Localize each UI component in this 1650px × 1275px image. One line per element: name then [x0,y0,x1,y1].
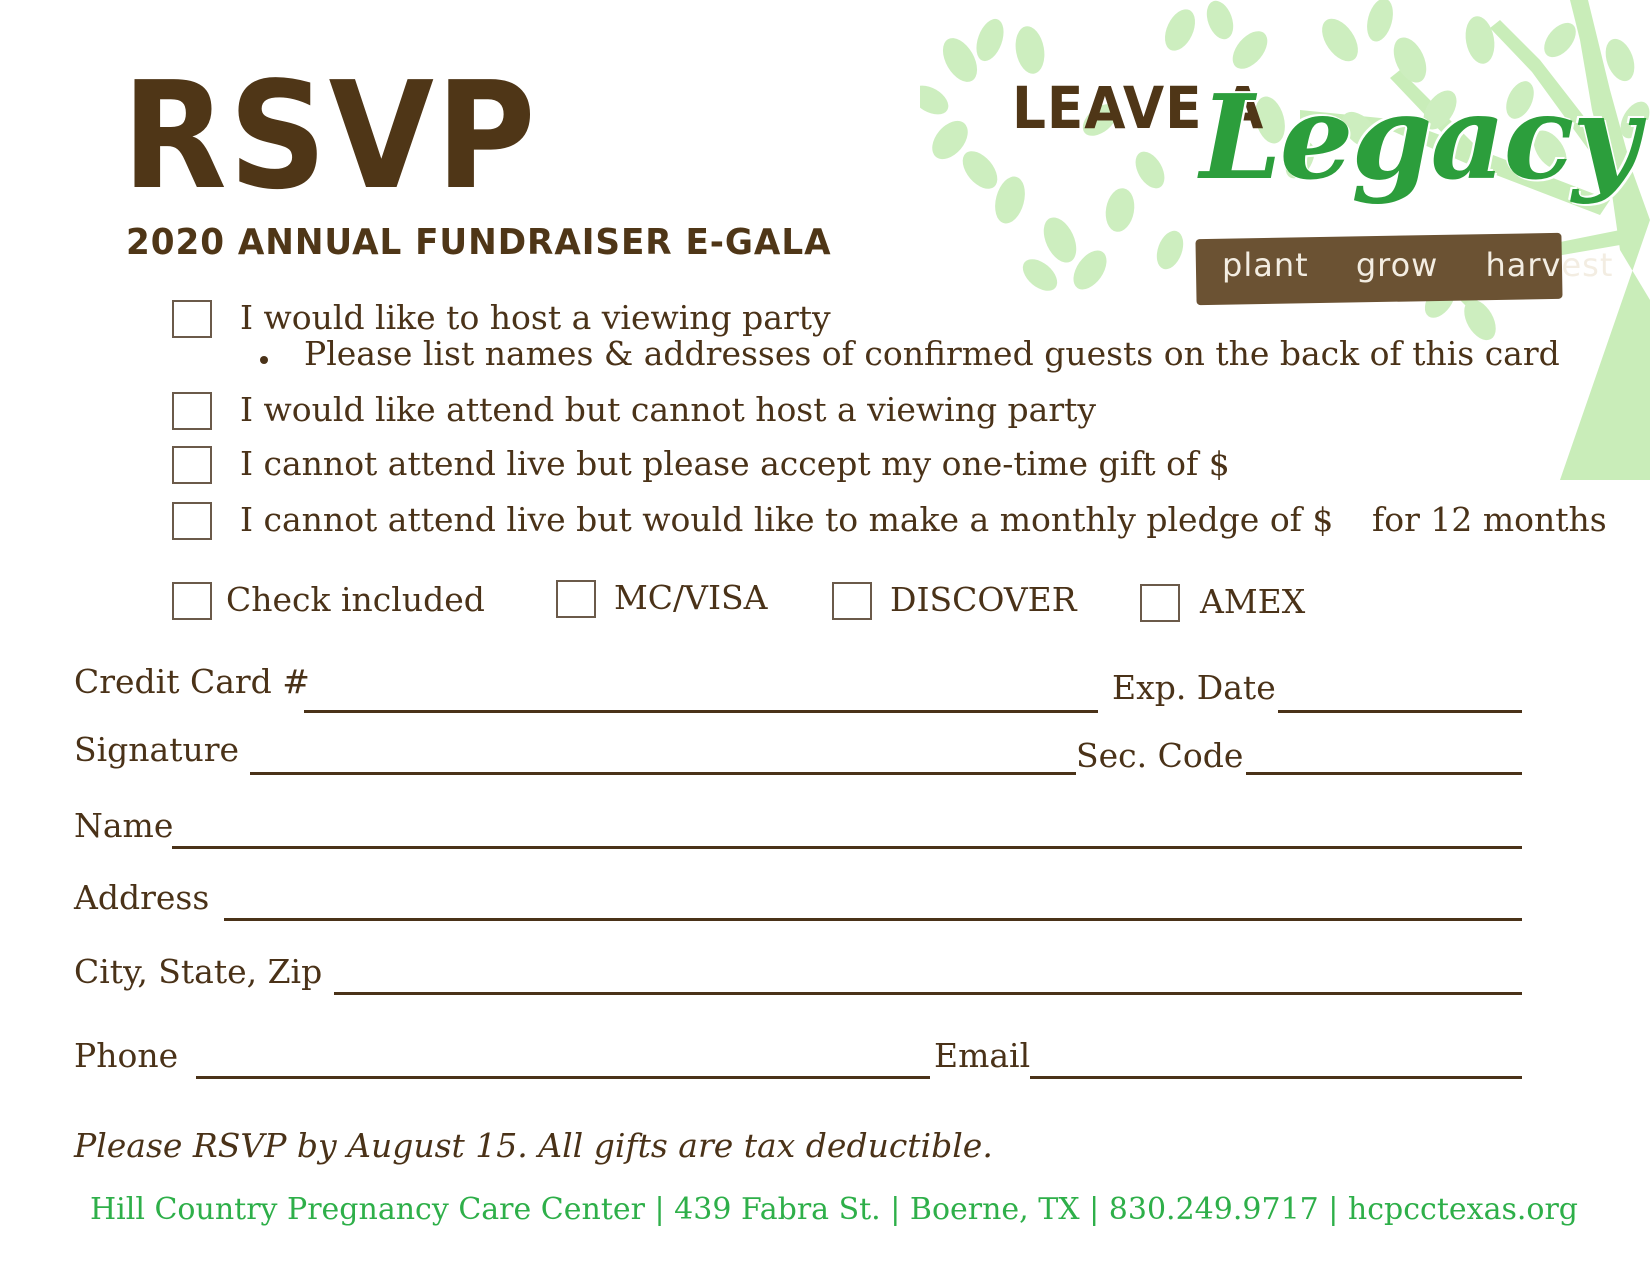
one-time-gift-label: I cannot attend live but please accept my one-time gift of $ [240,444,1230,483]
phone-label: Phone [74,1036,179,1075]
attend-checkbox[interactable] [172,392,212,430]
logo-leave-text: LEAVE A [1012,74,1265,142]
logo-tag-plant: plant [1222,246,1309,284]
email-label: Email [934,1036,1031,1075]
city-state-zip-line[interactable] [334,992,1522,995]
monthly-pledge-checkbox[interactable] [172,502,212,540]
note-bullet [260,356,268,364]
check-included-checkbox[interactable] [172,582,212,620]
city-state-zip-label: City, State, Zip [74,952,323,991]
logo-tag-grow: grow [1355,246,1439,284]
attend-label: I would like attend but cannot host a viewing party [240,390,1097,429]
guest-list-note: Please list names & addresses of confirmed guests on the back of this card [304,334,1560,373]
logo-tag-harvest: harvest [1485,246,1614,284]
monthly-pledge-suffix: for 12 months [1372,500,1607,539]
discover-label: DISCOVER [890,580,1077,619]
amex-label: AMEX [1200,582,1306,621]
amex-checkbox[interactable] [1140,584,1180,622]
rsvp-title: RSVP [122,50,538,222]
discover-checkbox[interactable] [832,582,872,620]
signature-label: Signature [74,730,240,769]
check-included-label: Check included [226,580,485,619]
email-line[interactable] [1030,1076,1522,1079]
exp-date-line[interactable] [1278,710,1522,713]
sec-code-line[interactable] [1246,772,1522,775]
mc-visa-label: MC/VISA [614,578,768,617]
host-party-label: I would like to host a viewing party [240,298,831,337]
name-label: Name [74,806,174,845]
host-party-checkbox[interactable] [172,300,212,338]
credit-card-line[interactable] [304,710,1098,713]
one-time-gift-checkbox[interactable] [172,446,212,484]
event-subtitle: 2020 ANNUAL FUNDRAISER E-GALA [126,222,832,263]
signature-line[interactable] [250,772,1076,775]
logo-tagline [1222,246,1613,284]
contact-info: Hill Country Pregnancy Care Center | 439 Fabra St. | Boerne, TX | 830.249.9717 | hcpcctexas.org [90,1192,1579,1227]
logo-legacy-script: Legacy [1200,70,1638,206]
mc-visa-checkbox[interactable] [556,580,596,618]
phone-line[interactable] [196,1076,930,1079]
address-label: Address [74,878,210,917]
name-line[interactable] [172,846,1522,849]
address-line[interactable] [224,918,1522,921]
monthly-pledge-label: I cannot attend live but would like to make a monthly pledge of $ [240,500,1334,539]
credit-card-label: Credit Card # [74,662,310,701]
rsvp-deadline-note: Please RSVP by August 15. All gifts are tax deductible. [74,1126,993,1165]
exp-date-label: Exp. Date [1112,668,1276,707]
sec-code-label: Sec. Code [1076,736,1244,775]
